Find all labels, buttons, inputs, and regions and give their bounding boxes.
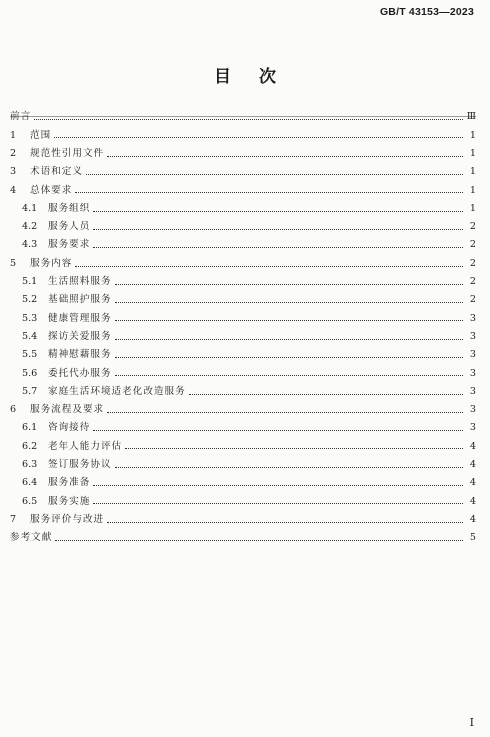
toc-entry[interactable] <box>10 291 476 309</box>
toc-entry-title: 健康管理服务 <box>48 312 112 324</box>
toc-entry[interactable] <box>10 126 476 144</box>
toc-entry-title: 生活照料服务 <box>48 276 112 288</box>
toc-entry[interactable] <box>10 346 476 364</box>
toc-entry-title: 签订服务协议 <box>48 458 112 470</box>
toc-entry[interactable] <box>10 419 476 437</box>
toc-dot-leader <box>107 521 463 523</box>
toc-entry-number: 1 <box>10 129 17 141</box>
toc-dot-leader <box>115 283 463 285</box>
toc-entry-number: 6.4 <box>22 477 38 489</box>
toc-entry-title: 服务实施 <box>48 495 91 507</box>
toc-dot-leader <box>55 539 463 541</box>
toc-entry-number: 3 <box>10 166 17 178</box>
toc-entry-page: 1 <box>469 129 476 141</box>
toc-dot-leader <box>75 265 463 267</box>
toc-entry-page: 3 <box>469 422 476 434</box>
toc-entry-title: 前言 <box>10 111 32 123</box>
toc-entry-title: 术语和定义 <box>30 166 83 178</box>
toc-dot-leader <box>93 502 463 504</box>
toc-entry-number: 5.5 <box>22 349 38 361</box>
toc-entry-page: 4 <box>469 495 476 507</box>
toc-entry-page: 2 <box>469 221 476 233</box>
toc-entry-page: 3 <box>469 349 476 361</box>
toc-entry-number: 5.7 <box>22 385 38 397</box>
toc-entry-page: Ⅲ <box>466 111 476 123</box>
toc-entry-title: 服务人员 <box>48 221 91 233</box>
toc-entry-number: 7 <box>10 513 17 525</box>
toc-entry-page: 3 <box>469 385 476 397</box>
toc-entry-page: 4 <box>469 477 476 489</box>
toc-entry-page: 3 <box>469 312 476 324</box>
toc-entry-page: 4 <box>469 513 476 525</box>
toc-entry-number: 6.2 <box>22 440 38 452</box>
toc-entry-title: 服务要求 <box>48 239 91 251</box>
toc-entry-title: 服务内容 <box>30 257 73 269</box>
toc-dot-leader <box>54 136 463 138</box>
toc-entry-title: 精神慰藉服务 <box>48 349 112 361</box>
toc-dot-leader <box>107 411 463 413</box>
table-of-contents <box>10 108 476 547</box>
toc-entry-number: 6.3 <box>22 458 38 470</box>
toc-dot-leader <box>93 210 463 212</box>
toc-dot-leader <box>34 118 463 120</box>
toc-entry[interactable] <box>10 364 476 382</box>
toc-dot-leader <box>115 466 463 468</box>
toc-entry-title: 服务准备 <box>48 477 91 489</box>
toc-entry-title: 规范性引用文件 <box>30 147 105 159</box>
toc-entry[interactable] <box>10 456 476 474</box>
toc-entry-page: 4 <box>469 440 476 452</box>
toc-entry-number: 5.1 <box>22 276 38 288</box>
toc-entry[interactable] <box>10 163 476 181</box>
toc-entry-title: 参考文献 <box>10 532 53 544</box>
toc-dot-leader <box>93 484 463 486</box>
toc-entry[interactable] <box>10 108 476 126</box>
toc-entry[interactable] <box>10 181 476 199</box>
toc-entry[interactable] <box>10 529 476 547</box>
toc-entry-page: 4 <box>469 458 476 470</box>
toc-dot-leader <box>115 338 463 340</box>
toc-entry-number: 5.4 <box>22 330 38 342</box>
toc-entry-page: 2 <box>469 276 476 288</box>
toc-entry-page: 2 <box>469 239 476 251</box>
toc-entry-page: 3 <box>469 330 476 342</box>
toc-entry-number: 5.6 <box>22 367 38 379</box>
toc-entry[interactable] <box>10 254 476 272</box>
toc-entry-title: 家庭生活环境适老化改造服务 <box>48 385 186 397</box>
toc-entry[interactable] <box>10 474 476 492</box>
toc-entry-number: 5 <box>10 257 17 269</box>
toc-entry-number: 4.1 <box>22 202 38 214</box>
toc-dot-leader <box>115 301 463 303</box>
toc-entry[interactable] <box>10 199 476 217</box>
toc-entry[interactable] <box>10 328 476 346</box>
toc-entry-title: 委托代办服务 <box>48 367 112 379</box>
toc-entry-page: 1 <box>469 184 476 196</box>
toc-dot-leader <box>93 246 463 248</box>
toc-entry-page: 5 <box>469 532 476 544</box>
toc-entry-title: 咨询接待 <box>48 422 91 434</box>
toc-entry-number: 6 <box>10 404 17 416</box>
toc-dot-leader <box>93 429 463 431</box>
toc-dot-leader <box>75 191 463 193</box>
toc-entry-title: 基础照护服务 <box>48 294 112 306</box>
toc-entry-number: 5.3 <box>22 312 38 324</box>
toc-dot-leader <box>86 173 463 175</box>
toc-entry-number: 6.1 <box>22 422 38 434</box>
toc-entry-title: 探访关爱服务 <box>48 330 112 342</box>
toc-entry-number: 2 <box>10 147 17 159</box>
toc-entry-title: 总体要求 <box>30 184 73 196</box>
toc-entry[interactable] <box>10 511 476 529</box>
toc-entry[interactable] <box>10 309 476 327</box>
toc-dot-leader <box>189 393 463 395</box>
toc-entry-title: 服务流程及要求 <box>30 404 105 416</box>
toc-entry-number: 4 <box>10 184 17 196</box>
toc-entry[interactable] <box>10 273 476 291</box>
toc-entry-page: 3 <box>469 367 476 379</box>
standard-code: GB/T 43153—2023 <box>379 6 474 18</box>
toc-entry-number: 4.3 <box>22 239 38 251</box>
toc-entry-title: 服务评价与改进 <box>30 513 105 525</box>
toc-entry[interactable] <box>10 492 476 510</box>
toc-dot-leader <box>115 374 463 376</box>
toc-entry-number: 4.2 <box>22 221 38 233</box>
toc-entry-number: 5.2 <box>22 294 38 306</box>
toc-entry-page: 1 <box>469 166 476 178</box>
toc-entry-page: 2 <box>469 257 476 269</box>
toc-entry[interactable] <box>10 145 476 163</box>
page-title: 目 次 <box>214 67 276 87</box>
toc-entry-page: 1 <box>469 147 476 159</box>
toc-dot-leader <box>125 447 463 449</box>
toc-entry-title: 范围 <box>30 129 52 141</box>
toc-entry[interactable] <box>10 382 476 400</box>
toc-entry-title: 老年人能力评估 <box>48 440 123 452</box>
toc-entry-page: 2 <box>469 294 476 306</box>
toc-entry[interactable] <box>10 218 476 236</box>
toc-entry-page: 1 <box>469 202 476 214</box>
toc-dot-leader <box>107 155 463 157</box>
toc-dot-leader <box>93 228 463 230</box>
toc-dot-leader <box>115 319 463 321</box>
toc-entry[interactable] <box>10 437 476 455</box>
footer-page-number: I <box>469 716 474 729</box>
toc-dot-leader <box>115 356 463 358</box>
toc-entry-number: 6.5 <box>22 495 38 507</box>
toc-entry-title: 服务组织 <box>48 202 91 214</box>
toc-entry[interactable] <box>10 401 476 419</box>
toc-entry-page: 3 <box>469 404 476 416</box>
toc-entry[interactable] <box>10 236 476 254</box>
